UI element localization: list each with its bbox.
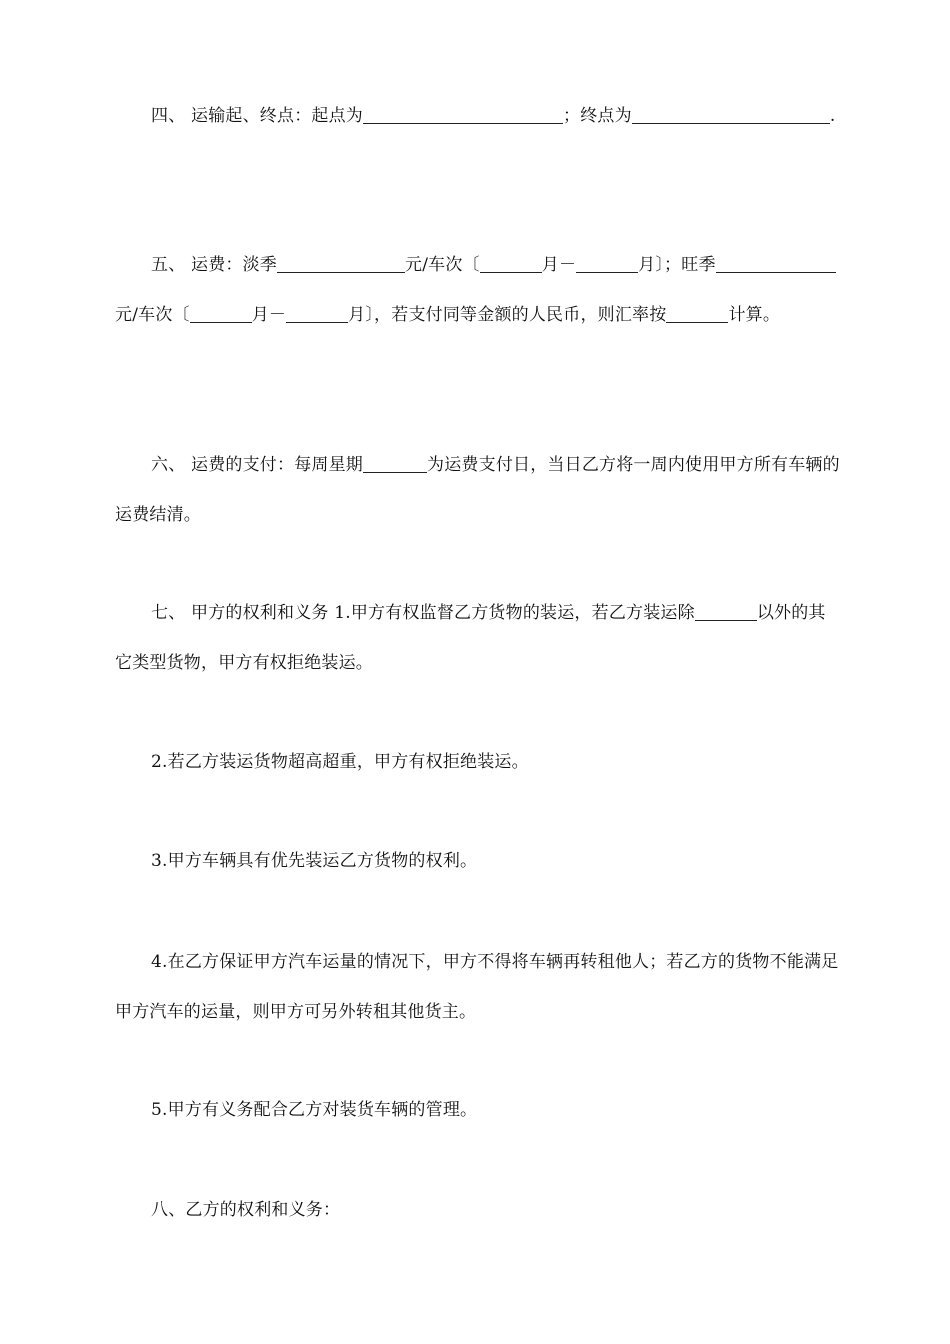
off-season-start-month-blank [480,255,542,273]
clause-5-text-f: 月－ [251,305,287,325]
clause-7-text-b: 以外的其它类型货物，甲方有权拒绝装运。 [115,603,826,673]
off-season-fee-blank [277,255,405,273]
peak-season-fee-blank [716,255,752,273]
origin-blank [363,106,563,124]
clause-8-heading: 八、乙方的权利和义务： [151,1200,341,1220]
clause-5 [115,240,840,340]
destination-blank-cont [797,106,830,124]
clause-7-item-2: 2.若乙方装运货物超高超重，甲方有权拒绝装运。 [151,752,529,772]
clause-5-text-a: 五、 运费：淡季 [151,255,278,275]
clause-7-item-4: 4.在乙方保证甲方汽车运量的情况下，甲方不得将车辆再转租他人；若乙方的货物不能满足甲方汽车的运量，则甲方可另外转租其他货主。 [115,952,839,1022]
clause-7-item-5: 5.甲方有义务配合乙方对装货车辆的管理。 [151,1100,478,1120]
exchange-rate-blank-cont [674,305,728,323]
clause-4 [115,91,840,141]
off-season-end-month-blank [576,255,638,273]
cargo-type-blank [695,603,757,621]
clause-4-text-c: . [829,106,836,126]
clause-5-text-e: 元/车次〔 [115,305,190,325]
payment-weekday-blank [363,455,427,473]
clause-4-text-a: 四、 运输起、终点：起点为 [151,106,364,126]
clause-5-text-d: 月〕；旺季 [638,255,716,275]
peak-season-fee-blank-cont [752,255,836,273]
destination-blank [632,106,797,124]
clause-6-text-a: 六、 运费的支付：每周星期 [151,455,364,475]
clause-7-text-a: 七、 甲方的权利和义务 1.甲方有权监督乙方货物的装运，若乙方装运除 [151,603,695,623]
clause-6-text-b: 为运费支付日，当日乙方将一周内使用甲方所有车辆的运费结清。 [115,455,840,525]
clause-6 [115,440,840,540]
peak-season-end-month-blank [286,305,348,323]
peak-season-start-month-blank [190,305,252,323]
clause-5-text-b: 元/车次〔 [405,255,480,275]
exchange-rate-blank [666,305,674,323]
clause-5-text-c: 月－ [541,255,577,275]
clause-5-text-g: 月〕，若支付同等金额的人民币，则汇率按 [348,305,667,325]
clause-4-text-b: ；终点为 [563,106,632,126]
clause-5-text-h: 计算。 [728,305,781,325]
clause-7-item-3: 3.甲方车辆具有优先装运乙方货物的权利。 [151,851,478,871]
clause-7 [115,588,840,688]
